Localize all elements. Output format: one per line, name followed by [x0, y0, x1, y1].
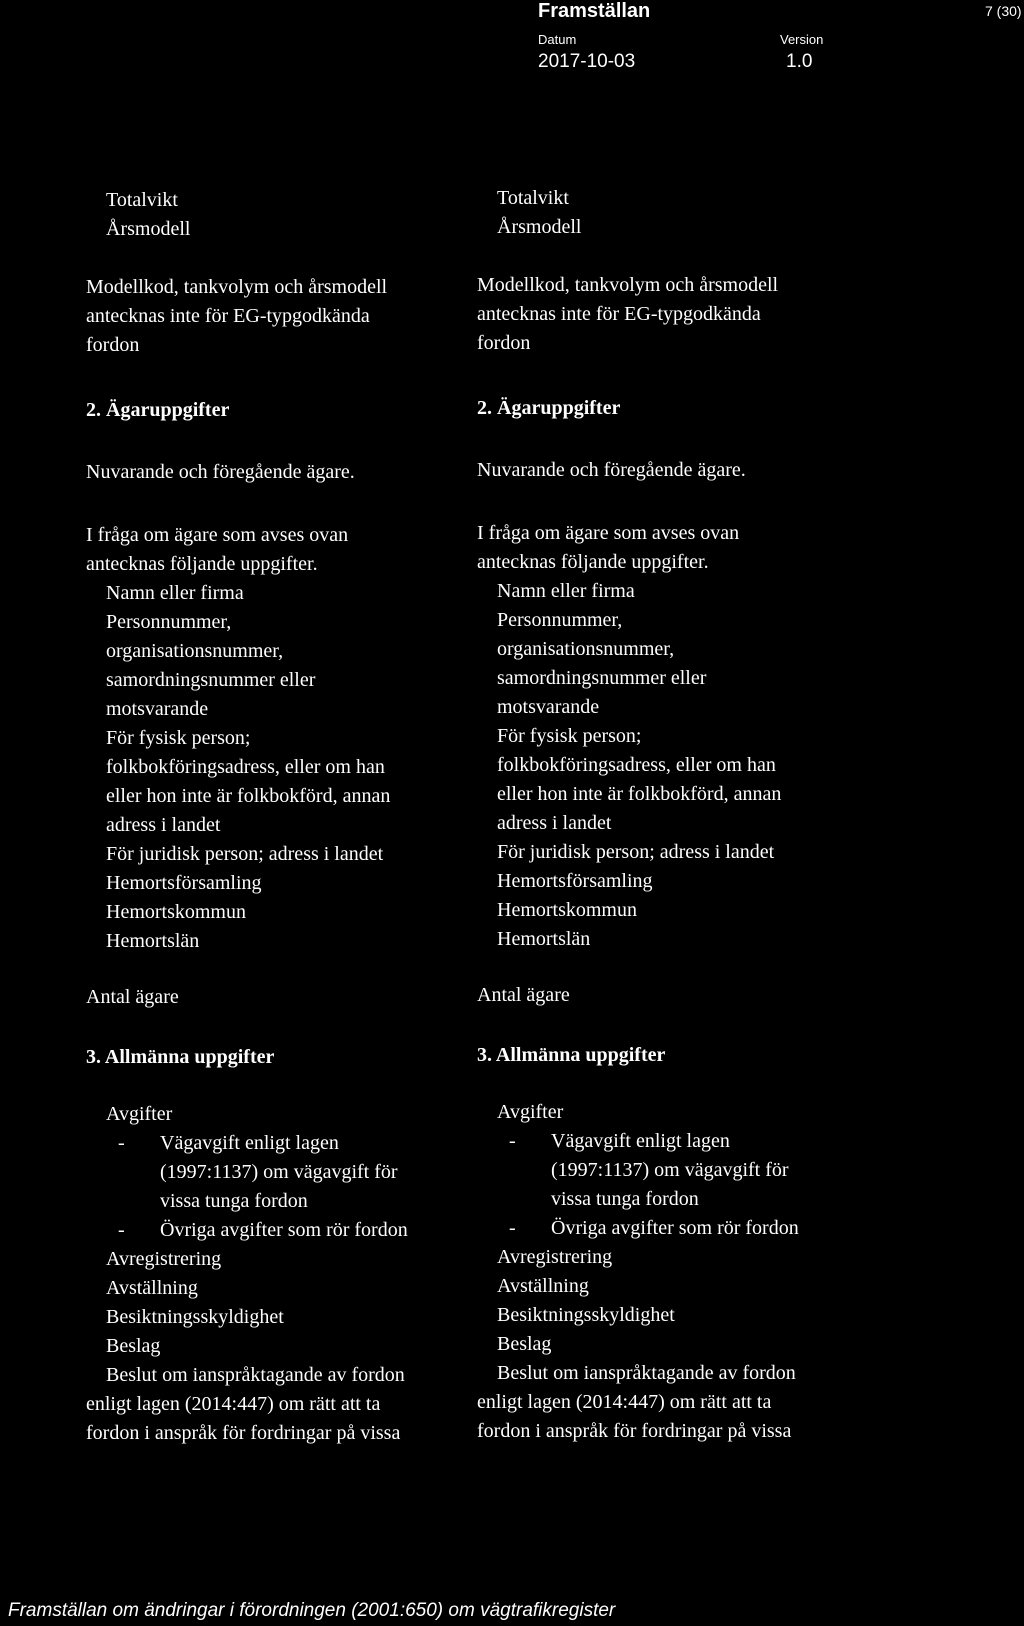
- owner-item: För fysisk person;: [106, 727, 251, 749]
- owners-intro: Nuvarande och föregående ägare.: [477, 459, 746, 481]
- modellkod-line: Modellkod, tankvolym och årsmodell: [86, 276, 388, 298]
- general-item: Avregistrering: [497, 1246, 613, 1268]
- owner-item: organisationsnummer,: [497, 638, 675, 660]
- owner-item: Hemortsförsamling: [497, 870, 653, 892]
- general-tail-line: enligt lagen (2014:447) om rätt att ta: [86, 1393, 381, 1415]
- general-item: Beslut om ianspråktagande av fordon: [106, 1364, 405, 1386]
- version-value: 1.0: [786, 51, 813, 72]
- owner-count-label: Antal ägare: [477, 984, 570, 1006]
- general-item: Avställning: [106, 1277, 198, 1299]
- bullet-text: (1997:1137) om vägavgift för: [160, 1161, 398, 1183]
- bullet-dash: -: [509, 1130, 516, 1152]
- section-heading-agaruppgifter: 2. Ägaruppgifter: [477, 397, 621, 419]
- owner-item: eller hon inte är folkbokförd, annan: [497, 783, 782, 805]
- owner-item: motsvarande: [497, 696, 600, 718]
- version-label: Version: [780, 32, 824, 47]
- general-item: Besiktningsskyldighet: [106, 1306, 284, 1328]
- bullet-text: Övriga avgifter som rör fordon: [160, 1219, 408, 1241]
- owners-paragraph-line: I fråga om ägare som avses ovan: [477, 522, 740, 544]
- owner-item: För fysisk person;: [497, 725, 642, 747]
- totalvikt-label: Totalvikt: [497, 187, 569, 209]
- section-heading-agaruppgifter: 2. Ägaruppgifter: [86, 399, 230, 421]
- footer-title: Framställan om ändringar i förordningen (2001:650) om vägtrafikregister: [8, 1600, 616, 1621]
- bullet-text: Vägavgift enligt lagen: [551, 1130, 730, 1152]
- owners-paragraph-line: antecknas följande uppgifter.: [477, 551, 709, 573]
- owner-item: folkbokföringsadress, eller om han: [497, 754, 776, 776]
- general-item: Besiktningsskyldighet: [497, 1304, 675, 1326]
- general-item: Avregistrering: [106, 1248, 222, 1270]
- owner-item: För juridisk person; adress i landet: [497, 841, 775, 863]
- bullet-text: vissa tunga fordon: [160, 1190, 308, 1212]
- totalvikt-label: Totalvikt: [106, 189, 178, 211]
- owner-item: Hemortskommun: [106, 901, 246, 923]
- document-title: Framställan: [538, 0, 651, 22]
- modellkod-line: fordon: [86, 334, 140, 356]
- owner-item: Hemortskommun: [497, 899, 637, 921]
- bullet-text: (1997:1137) om vägavgift för: [551, 1159, 789, 1181]
- owner-item: Namn eller firma: [106, 582, 244, 604]
- modellkod-line: antecknas inte för EG-typgodkända: [477, 303, 761, 325]
- bullet-text: vissa tunga fordon: [551, 1188, 699, 1210]
- section-heading-allmanna: 3. Allmänna uppgifter: [86, 1046, 275, 1068]
- owner-item: Namn eller firma: [497, 580, 635, 602]
- owner-item: motsvarande: [106, 698, 209, 720]
- date-label: Datum: [538, 32, 577, 47]
- general-tail-line: fordon i anspråk för fordringar på vissa: [477, 1420, 792, 1442]
- general-item: Beslag: [106, 1335, 161, 1357]
- bullet-dash: -: [118, 1132, 125, 1154]
- modellkod-line: fordon: [477, 332, 531, 354]
- arsmodell-label: Årsmodell: [497, 216, 582, 238]
- bullet-dash: -: [118, 1219, 125, 1241]
- modellkod-line: antecknas inte för EG-typgodkända: [86, 305, 370, 327]
- owner-item: Hemortslän: [497, 928, 591, 950]
- avgifter-label: Avgifter: [106, 1103, 173, 1125]
- owner-item: Personnummer,: [106, 611, 232, 633]
- owner-item: eller hon inte är folkbokförd, annan: [106, 785, 391, 807]
- general-tail-line: enligt lagen (2014:447) om rätt att ta: [477, 1391, 772, 1413]
- avgifter-label: Avgifter: [497, 1101, 564, 1123]
- owner-item: folkbokföringsadress, eller om han: [106, 756, 385, 778]
- general-item: Avställning: [497, 1275, 589, 1297]
- owner-item: samordningsnummer eller: [106, 669, 316, 691]
- owner-item: organisationsnummer,: [106, 640, 284, 662]
- owners-paragraph-line: I fråga om ägare som avses ovan: [86, 524, 349, 546]
- general-tail-line: fordon i anspråk för fordringar på vissa: [86, 1422, 401, 1444]
- page-number: 7 (30): [985, 3, 1022, 19]
- bullet-text: Vägavgift enligt lagen: [160, 1132, 339, 1154]
- owners-paragraph-line: antecknas följande uppgifter.: [86, 553, 318, 575]
- bullet-dash: -: [509, 1217, 516, 1239]
- owner-item: adress i landet: [497, 812, 612, 834]
- owner-item: Hemortslän: [106, 930, 200, 952]
- general-item: Beslut om ianspråktagande av fordon: [497, 1362, 796, 1384]
- owner-item: För juridisk person; adress i landet: [106, 843, 384, 865]
- section-heading-allmanna: 3. Allmänna uppgifter: [477, 1044, 666, 1066]
- modellkod-line: Modellkod, tankvolym och årsmodell: [477, 274, 779, 296]
- owner-item: adress i landet: [106, 814, 221, 836]
- owner-count-label: Antal ägare: [86, 986, 179, 1008]
- general-item: Beslag: [497, 1333, 552, 1355]
- bullet-text: Övriga avgifter som rör fordon: [551, 1217, 799, 1239]
- owner-item: samordningsnummer eller: [497, 667, 707, 689]
- arsmodell-label: Årsmodell: [106, 218, 191, 240]
- date-value: 2017-10-03: [538, 51, 636, 72]
- owner-item: Hemortsförsamling: [106, 872, 262, 894]
- owners-intro: Nuvarande och föregående ägare.: [86, 461, 355, 483]
- owner-item: Personnummer,: [497, 609, 623, 631]
